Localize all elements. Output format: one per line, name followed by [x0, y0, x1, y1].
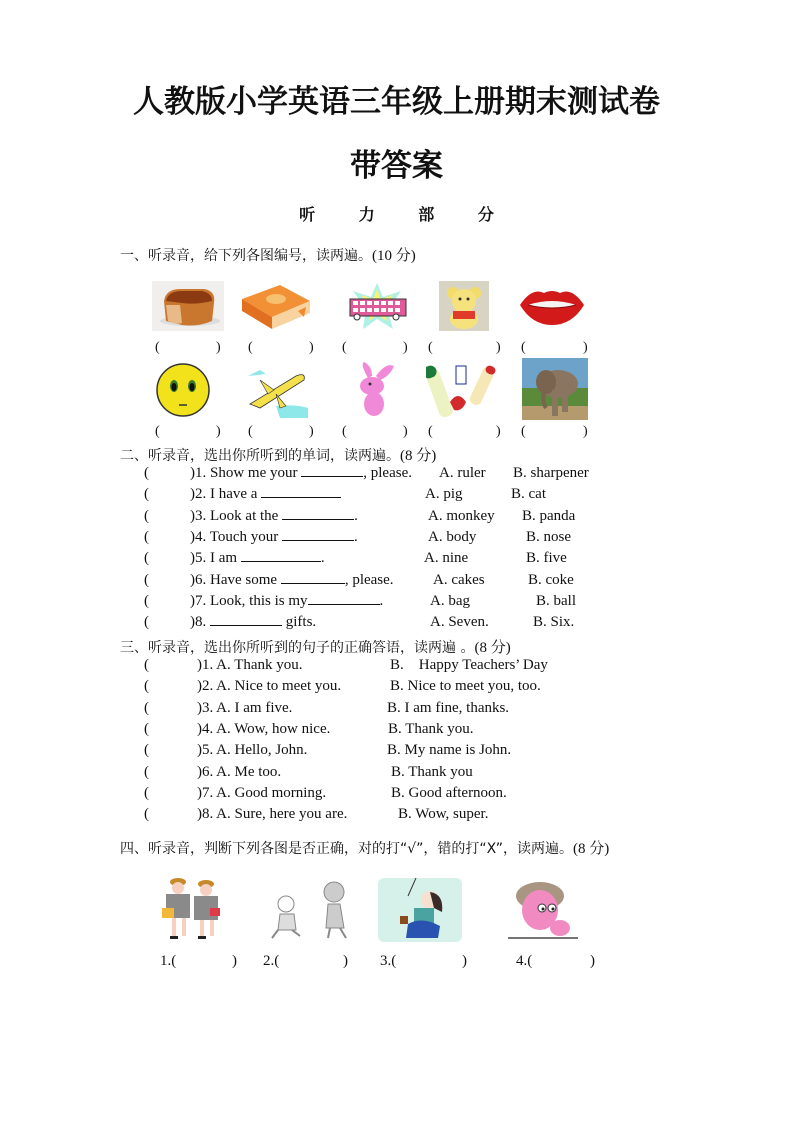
list-item: ( [144, 806, 149, 822]
glue-crayon-icon [426, 362, 496, 418]
list-item: ( [144, 764, 149, 780]
option-a[interactable]: A. pig [425, 486, 463, 502]
option-b[interactable]: B. Nice to meet you, too. [390, 678, 541, 694]
answer-paren-open: ( [521, 340, 526, 355]
option-b[interactable]: B. Happy Teachers’ Day [390, 657, 548, 673]
answer-paren-open: ( [521, 424, 526, 439]
option-a[interactable]: A. bag [430, 593, 470, 609]
book-icon [240, 281, 312, 331]
option-a[interactable]: )3. A. I am five. [197, 700, 293, 716]
list-item: ( [144, 508, 149, 524]
section3-heading [120, 636, 511, 657]
option-a[interactable]: )5. A. Hello, John. [197, 742, 308, 758]
option-a[interactable]: A. monkey [428, 508, 495, 524]
list-item: ( [144, 593, 149, 609]
answer-paren-close: ) [496, 340, 501, 355]
list-item: ( [144, 657, 149, 673]
answer-paren-close: ) [403, 424, 408, 439]
answer-paren-close: ) [216, 424, 221, 439]
option-a[interactable]: A. ruler [439, 465, 486, 481]
question-stem: )1. Show me your , please. [190, 465, 412, 481]
answer-blank[interactable] [241, 550, 321, 562]
boy-girl-icon [266, 880, 362, 942]
option-a[interactable]: A. Seven. [430, 614, 489, 630]
section1-heading-text: 一、听录音，给下列各图编号，读两遍。 [120, 248, 372, 264]
bus-icon [345, 281, 410, 331]
section4-heading [120, 837, 609, 858]
option-a[interactable]: )8. A. Sure, here you are. [197, 806, 348, 822]
answer-label: 1.( [160, 953, 177, 969]
answer-blank[interactable] [282, 508, 354, 520]
option-a[interactable]: A. cakes [433, 572, 485, 588]
answer-paren-open: ( [155, 340, 160, 355]
answer-label: 3.( [380, 953, 397, 969]
mouth-icon [518, 285, 586, 327]
answer-paren-open: ( [155, 424, 160, 439]
option-b[interactable]: B. Thank you [391, 764, 473, 780]
elephant-icon [522, 358, 588, 420]
option-b[interactable]: B. panda [522, 508, 576, 524]
answer-paren-open: ( [248, 340, 253, 355]
answer-paren-open: ( [342, 424, 347, 439]
answer-blank[interactable] [308, 593, 380, 605]
answer-paren-close: ) [403, 340, 408, 355]
option-a[interactable]: A. nine [424, 550, 469, 566]
option-b[interactable]: B. I am fine, thanks. [387, 700, 510, 716]
option-a[interactable]: )7. A. Good morning. [197, 785, 327, 801]
option-b[interactable]: B. Six. [533, 614, 575, 630]
document-title: 人教版小学英语三年级上册期末测试卷 [133, 84, 660, 120]
option-b[interactable]: B. five [526, 550, 567, 566]
answer-paren-open: ( [248, 424, 253, 439]
answer-paren-open: ( [428, 340, 433, 355]
answer-paren-open: ( [342, 340, 347, 355]
question-stem: )2. I have a [190, 486, 341, 503]
list-item: ( [144, 572, 149, 588]
list-item: ( [144, 529, 149, 545]
answer-blank[interactable] [282, 529, 354, 541]
section4-heading-text: 四、听录音，判断下列各图是否正确，对的打“√”，错的打“X”，读两遍。 [120, 841, 573, 857]
list-item: ( [144, 465, 149, 481]
answer-label: 2.( [263, 953, 280, 969]
option-a[interactable]: )6. A. Me too. [197, 764, 282, 780]
section1-score: (10 分) [372, 248, 416, 264]
answer-blank[interactable] [261, 486, 341, 498]
answer-label: 4.( [516, 953, 533, 969]
answer-paren-close: ) [583, 424, 588, 439]
boy-face-icon [506, 880, 580, 942]
option-a[interactable]: )4. A. Wow, how nice. [197, 721, 331, 737]
list-item: ( [144, 785, 149, 801]
option-b[interactable]: B. coke [528, 572, 574, 588]
question-stem: )6. Have some , please. [190, 572, 394, 588]
bread-icon [152, 281, 224, 331]
answer-paren-close: ) [309, 424, 314, 439]
students-icon [158, 876, 228, 942]
option-b[interactable]: B. nose [526, 529, 571, 545]
answer-paren-close: ) [583, 340, 588, 355]
option-b[interactable]: B. sharpener [513, 465, 589, 481]
plane-icon [246, 366, 310, 418]
list-item: ( [144, 614, 149, 630]
list-item: ( [144, 550, 149, 566]
section1-heading [120, 244, 416, 265]
option-a[interactable]: )2. A. Nice to meet you. [197, 678, 342, 694]
girl-kite-icon [378, 878, 462, 942]
answer-paren-close: ) [232, 953, 237, 969]
question-stem: )5. I am . [190, 550, 325, 566]
answer-paren-open: ( [428, 424, 433, 439]
option-a[interactable]: A. body [428, 529, 477, 545]
answer-paren-close: ) [462, 953, 467, 969]
section2-heading-text: 二、听录音，选出你所听到的单词，读两遍。 [120, 448, 400, 464]
face-icon [154, 362, 212, 418]
section2-score: (8 分) [400, 448, 437, 464]
document-title-line2: 带答案 [350, 148, 443, 184]
option-b[interactable]: B. Thank you. [388, 721, 474, 737]
list-item: ( [144, 678, 149, 694]
list-item: ( [144, 700, 149, 716]
option-b[interactable]: B. Wow, super. [398, 806, 489, 822]
question-stem: )8. gifts. [190, 614, 317, 630]
list-item: ( [144, 721, 149, 737]
answer-paren-close: ) [590, 953, 595, 969]
rabbit-icon [350, 362, 402, 418]
section3-heading-text: 三、听录音，选出你所听到的句子的正确答语，读两遍 。 [120, 640, 475, 656]
option-b[interactable]: B. cat [511, 486, 546, 502]
section2-heading [120, 444, 436, 465]
option-b[interactable]: B. My name is John. [387, 742, 512, 758]
section-subtitle: 听 力 部 分 [299, 205, 506, 224]
answer-blank[interactable] [210, 614, 282, 626]
option-b[interactable]: B. ball [536, 593, 576, 609]
option-b[interactable]: B. Good afternoon. [391, 785, 507, 801]
question-stem: )4. Touch your . [190, 529, 358, 545]
list-item: ( [144, 742, 149, 758]
answer-blank[interactable] [281, 572, 345, 584]
answer-paren-close: ) [343, 953, 348, 969]
list-item: ( [144, 486, 149, 502]
section3-score: (8 分) [474, 640, 511, 656]
answer-paren-close: ) [216, 340, 221, 355]
option-a[interactable]: )1. A. Thank you. [197, 657, 303, 673]
teddy-bear-icon [439, 281, 489, 331]
question-stem: )3. Look at the . [190, 508, 358, 524]
answer-blank[interactable] [301, 465, 363, 477]
question-stem: )7. Look, this is my . [190, 593, 384, 609]
section4-score: (8 分) [572, 841, 610, 857]
answer-paren-close: ) [309, 340, 314, 355]
answer-paren-close: ) [496, 424, 501, 439]
